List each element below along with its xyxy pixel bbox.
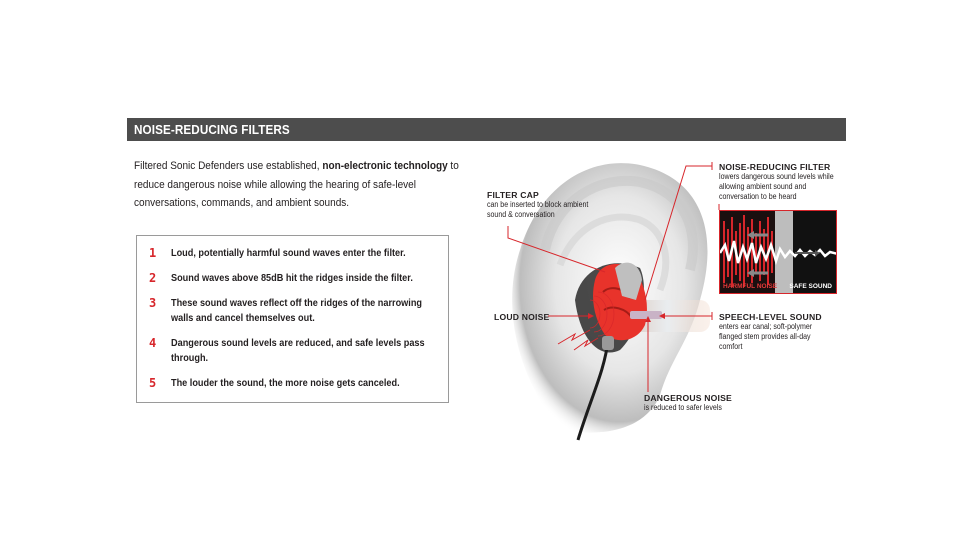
harmful-noise-label: HARMFUL NOISE bbox=[723, 283, 778, 290]
callout-loud-noise bbox=[494, 312, 549, 322]
intro-text-after: to reduce dangerous noise while allowing the hearing of safe-level conversations, commands, and ambient sounds. bbox=[134, 160, 459, 209]
intro-text-bold: non-electronic technology bbox=[322, 160, 448, 172]
intro-text-before: Filtered Sonic Defenders use established, bbox=[134, 160, 323, 172]
callout-dangerous-noise bbox=[644, 393, 794, 413]
callout-desc: enters ear canal; soft-polymer flanged stem provides all-day comfort bbox=[719, 322, 813, 351]
callout-desc: can be inserted to block ambient sound & conversation bbox=[487, 200, 589, 219]
step-text: The louder the sound, the more noise gets canceled. bbox=[171, 378, 400, 389]
callout-title: NOISE-REDUCING FILTER bbox=[719, 162, 831, 172]
safe-sound-label: SAFE SOUND bbox=[789, 283, 832, 290]
step-number: 2 bbox=[149, 271, 157, 285]
callout-title: DANGEROUS NOISE bbox=[644, 393, 732, 403]
step-number: 4 bbox=[149, 336, 157, 350]
waveform-inset bbox=[719, 210, 837, 294]
step-text: These sound waves reflect off the ridges of the narrowing walls and cancel themselves out. bbox=[171, 298, 422, 324]
callout-title: SPEECH-LEVEL SOUND bbox=[719, 312, 822, 322]
callout-speech-level-sound bbox=[719, 312, 841, 352]
section-title: NOISE-REDUCING FILTERS bbox=[134, 122, 290, 137]
callout-title: LOUD NOISE bbox=[494, 312, 550, 322]
step-text: Sound waves above 85dB hit the ridges inside the filter. bbox=[171, 273, 413, 284]
callout-noise-reducing-filter bbox=[719, 162, 854, 202]
callout-title: FILTER CAP bbox=[487, 190, 539, 200]
callout-desc: lowers dangerous sound levels while allowing ambient sound and conversation to be heard bbox=[719, 172, 834, 201]
step-number: 5 bbox=[149, 376, 157, 390]
step-text: Loud, potentially harmful sound waves enter the filter. bbox=[171, 248, 406, 259]
callout-desc: is reduced to safer levels bbox=[644, 403, 722, 412]
step-number: 3 bbox=[149, 296, 157, 310]
waveform-graphic bbox=[720, 211, 837, 294]
callout-filter-cap bbox=[487, 190, 617, 220]
step-text: Dangerous sound levels are reduced, and safe levels pass through. bbox=[171, 338, 425, 364]
step-number: 1 bbox=[149, 246, 157, 260]
